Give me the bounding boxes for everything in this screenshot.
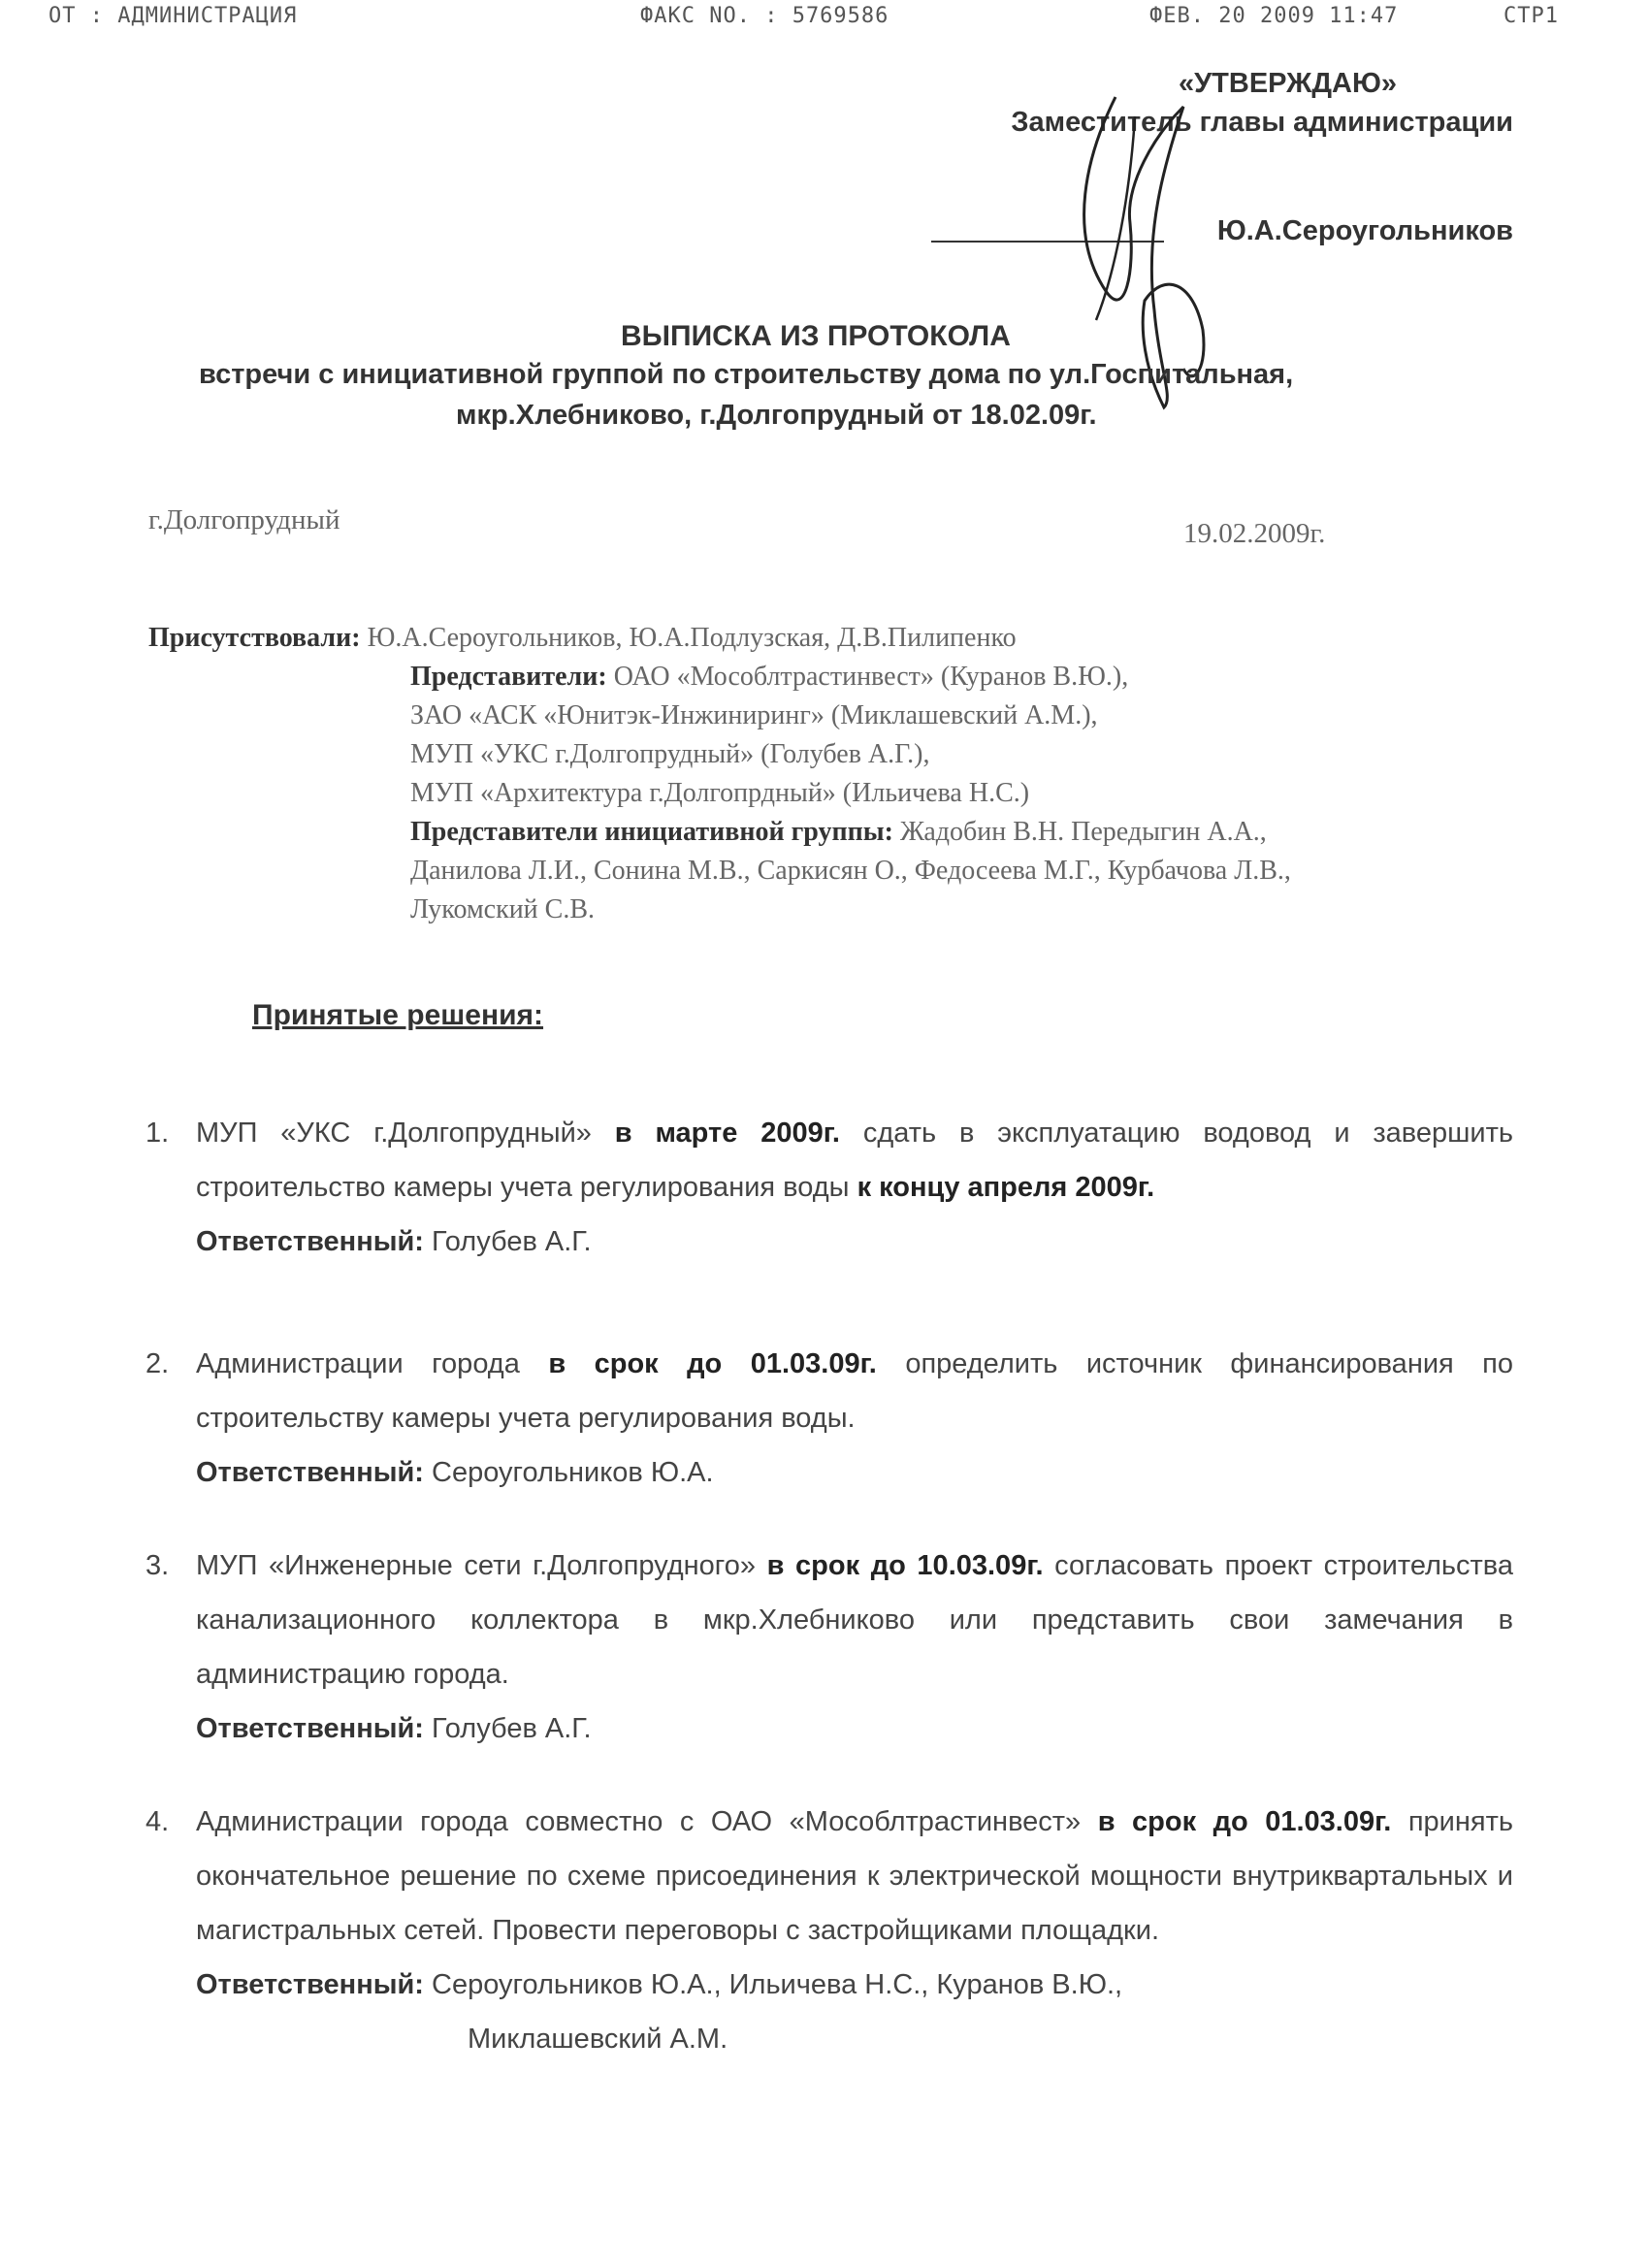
item-responsible-continued: Миклашевский А.М. [468, 2024, 728, 2055]
document-date: 19.02.2009г. [1183, 518, 1326, 549]
attendance-line-6: Жадобин В.Н. Передыгин А.А., [899, 817, 1267, 847]
attendance-label: Присутствовали: [148, 623, 361, 653]
list-item [146, 1539, 1513, 1756]
attendance-block [148, 619, 1291, 929]
list-item [146, 1106, 1513, 1269]
decisions-heading: Принятые решения: [252, 999, 544, 1031]
fax-from: ОТ : АДМИНИСТРАЦИЯ [48, 4, 298, 28]
item-text: МУП «УКС г.Долгопрудный» в марте 2009г. сдать в эксплуатацию водовод и завершить строительство камеры учета регулирования воды к концу апреля 2009г. [196, 1118, 1513, 1203]
attendance-line-4: МУП «УКС г.Долгопрудный» (Голубев А.Г.), [410, 739, 930, 769]
attendance-line-5: МУП «Архитектура г.Долгопрдный» (Ильичева Н.С.) [410, 778, 1030, 808]
item-text: Администрации города совместно с ОАО «Мособлтрастинвест» в срок до 01.03.09г. принять окончательное решение по схеме присоединения к электрической мощности внутриквартальных и магистральных сетей. Провести переговоры с застройщиками площадки. [196, 1806, 1513, 1946]
attendance-line-1: Ю.А.Сероугольников, Ю.А.Подлузская, Д.В.Пилипенко [367, 623, 1017, 653]
fax-datetime: ФЕВ. 20 2009 11:47 [1149, 4, 1399, 28]
item-responsible: Ответственный: Сероугольников Ю.А. [196, 1457, 714, 1488]
title-line-1: ВЫПИСКА ИЗ ПРОТОКОЛА [621, 320, 1011, 352]
attendance-line-2: ОАО «Мособлтрастинвест» (Куранов В.Ю.), [613, 662, 1129, 692]
representatives-label: Представители: [410, 662, 607, 692]
item-responsible: Ответственный: Сероугольников Ю.А., Ильичева Н.С., Куранов В.Ю., [196, 1969, 1123, 2000]
decisions-list [146, 1106, 1513, 2066]
fax-page: СТР1 [1504, 4, 1559, 28]
item-number: 2. [146, 1348, 170, 1379]
list-item [146, 1337, 1513, 1500]
title-line-3: мкр.Хлебниково, г.Долгопрудный от 18.02.09г. [456, 400, 1097, 431]
title-line-2: встречи с инициативной группой по строительству дома по ул.Госпитальная, [199, 359, 1294, 390]
list-item [146, 1795, 1513, 2066]
item-responsible: Ответственный: Голубев А.Г. [196, 1226, 592, 1257]
approval-position: Заместитель главы администрации [1011, 107, 1513, 138]
item-number: 1. [146, 1118, 170, 1149]
fax-header [48, 4, 1620, 33]
attendance-line-7: Данилова Л.И., Сонина М.В., Саркисян О., Федосеева М.Г., Курбачова Л.В., [410, 856, 1291, 886]
item-text: Администрации города в срок до 01.03.09г. определить источник финансирования по строительству камеры учета регулирования воды. [196, 1348, 1514, 1434]
item-number: 4. [146, 1806, 170, 1837]
fax-number: ФАКС NO. : 5769586 [640, 4, 889, 28]
item-responsible: Ответственный: Голубев А.Г. [196, 1713, 592, 1744]
approval-stamp: «УТВЕРЖДАЮ» [1179, 68, 1397, 99]
attendance-line-3: ЗАО «АСК «Юнитэк-Инжиниринг» (Миклашевский А.М.), [410, 700, 1098, 730]
place: г.Долгопрудный [148, 504, 340, 535]
approval-name: Ю.А.Сероугольников [1216, 215, 1513, 246]
group-label: Представители инициативной группы: [410, 817, 893, 847]
item-number: 3. [146, 1550, 170, 1581]
item-text: МУП «Инженерные сети г.Долгопрудного» в срок до 10.03.09г. согласовать проект строительства канализационного коллектора в мкр.Хлебниково или представить свои замечания в администрацию города. [196, 1550, 1514, 1690]
attendance-line-8: Лукомский С.В. [410, 894, 596, 924]
